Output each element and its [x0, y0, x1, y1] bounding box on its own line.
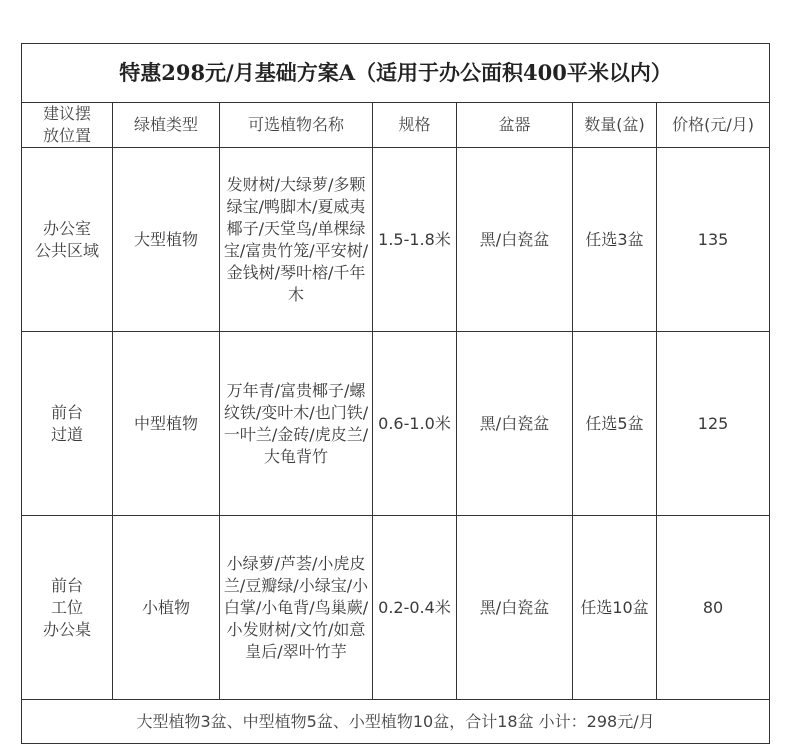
table-row — [22, 332, 770, 516]
cell-pot: 黑/白瓷盆 — [457, 516, 573, 700]
table-row — [22, 516, 770, 700]
cell-position — [22, 332, 113, 516]
position-line: 前台 — [50, 575, 83, 595]
position-line: 公共区域 — [34, 240, 99, 260]
position-line: 工位 — [50, 597, 83, 617]
cell-pot: 黑/白瓷盆 — [457, 148, 573, 332]
header-price: 价格(元/月) — [657, 103, 770, 148]
footer-row — [22, 700, 770, 744]
cell-type: 小植物 — [113, 516, 220, 700]
header-position-line: 放位置 — [42, 126, 91, 145]
cell-spec: 1.5-1.8米 — [373, 148, 457, 332]
cell-price: 135 — [657, 148, 770, 332]
cell-spec: 0.2-0.4米 — [373, 516, 457, 700]
table-row — [22, 148, 770, 332]
cell-price: 125 — [657, 332, 770, 516]
header-position — [22, 103, 113, 148]
header-quantity: 数量(盆) — [573, 103, 657, 148]
cell-type: 中型植物 — [113, 332, 220, 516]
header-type: 绿植类型 — [113, 103, 220, 148]
cell-quantity: 任选10盆 — [573, 516, 657, 700]
plan-table — [21, 43, 770, 744]
cell-quantity: 任选3盆 — [573, 148, 657, 332]
cell-price: 80 — [657, 516, 770, 700]
cell-names: 万年青/富贵椰子/螺纹铁/变叶木/也门铁/一叶兰/金砖/虎皮兰/大龟背竹 — [220, 332, 373, 516]
header-position-line: 建议摆 — [42, 104, 91, 123]
cell-type: 大型植物 — [113, 148, 220, 332]
cell-pot: 黑/白瓷盆 — [457, 332, 573, 516]
cell-quantity: 任选5盆 — [573, 332, 657, 516]
summary-text: 大型植物3盆、中型植物5盆、小型植物10盆，合计18盆 小计：298元/月 — [22, 700, 770, 744]
position-line: 前台 — [50, 402, 83, 422]
header-spec: 规格 — [373, 103, 457, 148]
cell-position — [22, 516, 113, 700]
cell-position — [22, 148, 113, 332]
cell-names: 发财树/大绿萝/多颗绿宝/鸭脚木/夏威夷椰子/天堂鸟/单棵绿宝/富贵竹笼/平安树/金钱树/琴叶榕/千年木 — [220, 148, 373, 332]
table-title: 特惠298元/月基础方案A（适用于办公面积400平米以内） — [22, 44, 770, 103]
position-line: 办公桌 — [42, 619, 91, 639]
header-pot: 盆器 — [457, 103, 573, 148]
header-names: 可选植物名称 — [220, 103, 373, 148]
position-line: 办公室 — [42, 218, 91, 238]
header-row — [22, 103, 770, 148]
cell-spec: 0.6-1.0米 — [373, 332, 457, 516]
position-line: 过道 — [50, 424, 83, 444]
cell-names: 小绿萝/芦荟/小虎皮兰/豆瓣绿/小绿宝/小白掌/小龟背/鸟巢蕨/小发财树/文竹/如意皇后/翠叶竹芋 — [220, 516, 373, 700]
